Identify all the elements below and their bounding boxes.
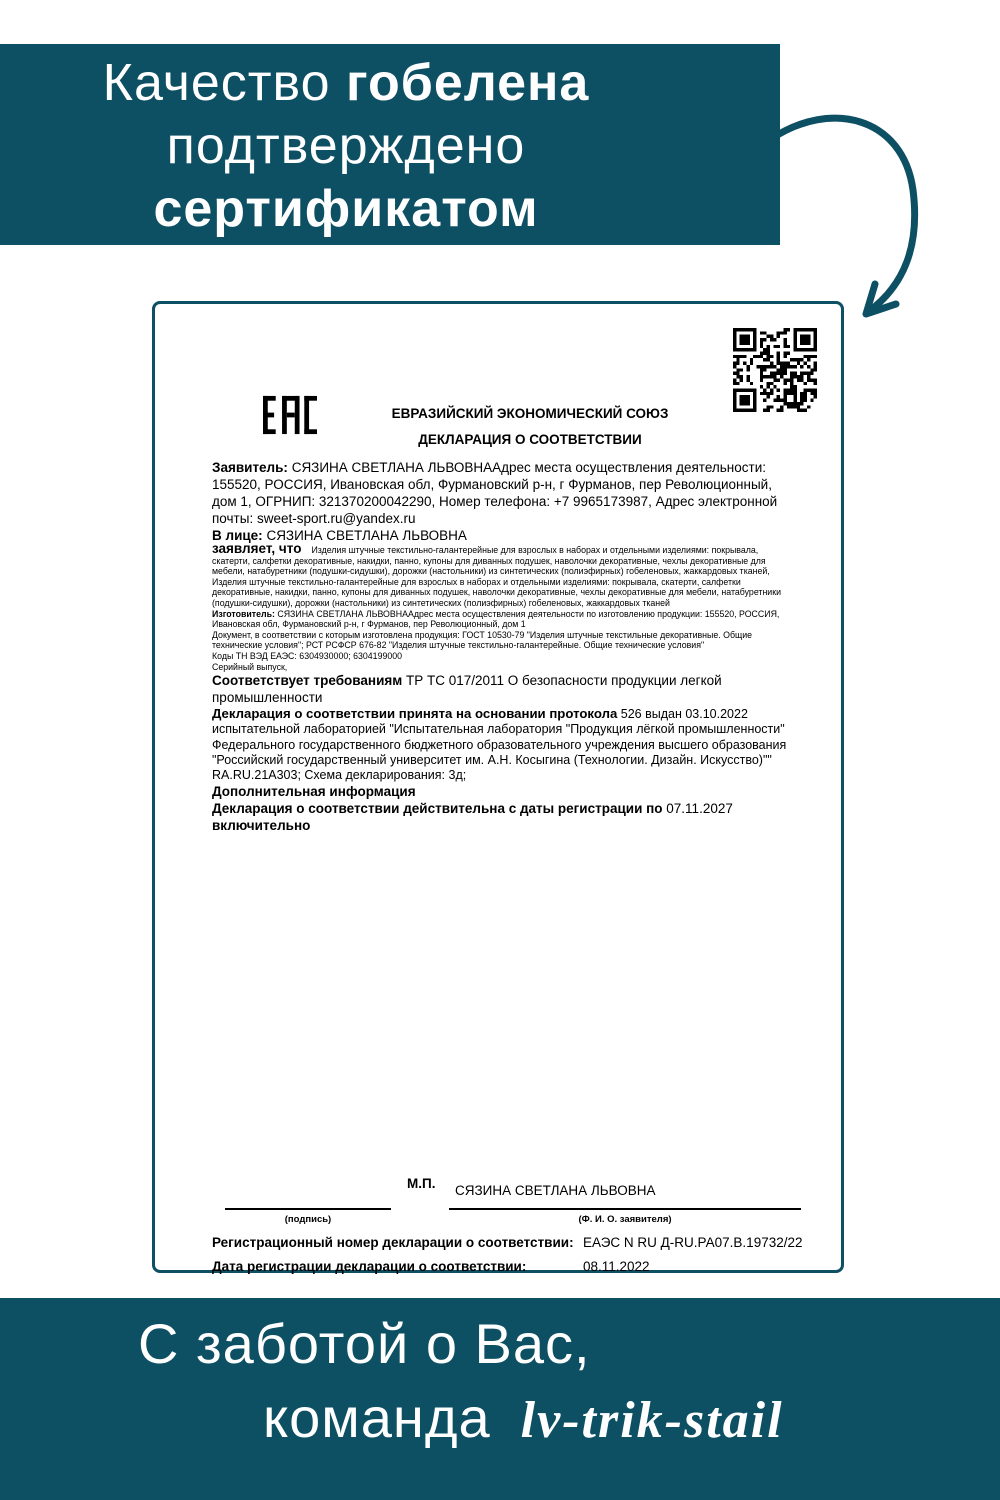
banner-line-1-bold: гобелена bbox=[345, 54, 590, 112]
validity-label: Декларация о соответствии действительна с даты регистрации по bbox=[212, 801, 663, 817]
complies-paragraph bbox=[212, 672, 796, 706]
registration-date-value: 08.11.2022 bbox=[583, 1259, 650, 1274]
additional-info-label: Дополнительная информация bbox=[212, 784, 416, 800]
signer-name: СЯЗИНА СВЕТЛАНА ЛЬВОВНА bbox=[455, 1183, 656, 1198]
codes-paragraph: Коды ТН ВЭД ЕАЭС: 6304930000; 6304199000 bbox=[212, 650, 403, 661]
footer-line-2 bbox=[263, 1388, 784, 1451]
protocol-label: Декларация о соответствии принята на основании протокола bbox=[212, 706, 618, 722]
curved-arrow-down-icon bbox=[765, 105, 940, 330]
manufacturer-paragraph bbox=[212, 609, 796, 630]
registration-number-value: ЕАЭС N RU Д-RU.РА07.В.19732/22 bbox=[583, 1235, 803, 1250]
certificate-document bbox=[152, 301, 844, 1273]
certificate-body bbox=[212, 459, 796, 834]
applicant-label: Заявитель: bbox=[212, 460, 288, 475]
protocol-paragraph bbox=[212, 706, 796, 783]
registration-number-label: Регистрационный номер декларации о соответствии: bbox=[212, 1235, 574, 1250]
declares-label: заявляет, что bbox=[212, 541, 302, 556]
manufacturer-text: СЯЗИНА СВЕТЛАНА ЛЬВОВНААдрес места осуществления деятельности по изготовлению продукции: 155520, РОССИЯ, Ивановская обл, Фурмановский р-н, г Фурманов, пер Революционный, дом 1 bbox=[212, 608, 780, 630]
declares-paragraph bbox=[212, 541, 796, 609]
document-paragraph: Документ, в соответствии с которым изготовлена продукция: ГОСТ 10530-79 "Изделия штучные текстильные декоративные. Общие технические условия"; РСТ РСФСР 676-82 "Изделия штучные текстильно-галантерейные. Общие технические условия" bbox=[212, 629, 753, 651]
certificate-titles bbox=[245, 406, 815, 447]
in-person-label: В лице: bbox=[212, 528, 263, 543]
manufacturer-label: Изготовитель: bbox=[212, 608, 275, 619]
stamp-place-label: М.П. bbox=[407, 1176, 436, 1191]
union-title: ЕВРАЗИЙСКИЙ ЭКОНОМИЧЕСКИЙ СОЮЗ bbox=[391, 406, 669, 421]
complies-label: Соответствует требованиям bbox=[212, 673, 403, 689]
complies-text: ТР ТС 017/2011 О безопасности продукции легкой промышленности bbox=[212, 673, 722, 706]
bottom-banner bbox=[0, 1298, 1000, 1500]
banner-line-3: сертификатом bbox=[153, 180, 539, 238]
applicant-paragraph bbox=[212, 459, 796, 527]
qr-code bbox=[733, 328, 817, 412]
in-person-text: СЯЗИНА СВЕТЛАНА ЛЬВОВНА bbox=[262, 528, 467, 543]
signature-line bbox=[225, 1190, 391, 1210]
declaration-title: ДЕКЛАРАЦИЯ О СООТВЕТСТВИИ bbox=[418, 432, 642, 447]
banner-line-1 bbox=[4, 52, 688, 115]
protocol-text: 526 выдан 03.10.2022 испытательной лабораторией "Испытательная лаборатория "Продукция лёгкой промышленности" Федерального государственного бюджетного образовательного учреждения высшего образования "Российский государственный университет им. А.Н. Косыгина (Технологии. Дизайн. Искусство)"" RA.RU.21А303; Схема декларирования: 3д; bbox=[212, 707, 787, 782]
validity-paragraph bbox=[212, 800, 796, 834]
registration-date-label: Дата регистрации декларации о соответствии: bbox=[212, 1259, 527, 1274]
declares-text: Изделия штучные текстильно-галантерейные для взрослых в наборах и отдельными изделиями: покрывала, скатерти, салфетки декоративные, накидки, панно, купоны для диванных подушек, наволочки декоративные, чехлы декоративные для мебели, натабуретники (подушки-сидушки), дорожки (настольники) из синтетических (полиэфирных) гобеленовых, жаккардовых тканей, Изделия штучные текстильно-галантерейные для взрослых в наборах и отдельными изделиями: покрывала, скатерти, салфетки декоративные, накидки, панно, купоны для диванных подушек, наволочки декоративные, чехлы декоративные для мебели, натабуретники (подушки-сидушки), дорожки (настольники) из синтетических (полиэфирных) гобеленовых, жаккардовых тканей bbox=[212, 545, 781, 608]
validity-date: 07.11.2027 bbox=[662, 801, 733, 817]
top-banner bbox=[0, 44, 780, 245]
banner-line-1-regular: Качество bbox=[102, 54, 346, 112]
fio-caption: (Ф. И. О. заявителя) bbox=[578, 1214, 672, 1225]
banner-line-2: подтверждено bbox=[166, 117, 526, 175]
signature-caption: (подпись) bbox=[284, 1214, 332, 1225]
brand-name: lv-trik-stail bbox=[520, 1392, 784, 1449]
applicant-text: СЯЗИНА СВЕТЛАНА ЛЬВОВНААдрес места осуществления деятельности: 155520, РОССИЯ, Ивановская обл, Фурмановский р-н, г Фурманов, пер Революционный, дом 1, ОГРНИП: 321370200042290, Номер телефона: +7 9965173987, Адрес электронной почты: sweet-sport.ru@yandex.ru bbox=[212, 460, 778, 526]
footer-line-1: С заботой о Вас, bbox=[138, 1312, 591, 1375]
serial-paragraph: Серийный выпуск, bbox=[212, 661, 288, 672]
validity-suffix: включительно bbox=[212, 818, 311, 834]
footer-team-label: команда bbox=[263, 1386, 491, 1449]
fio-line bbox=[449, 1190, 801, 1210]
